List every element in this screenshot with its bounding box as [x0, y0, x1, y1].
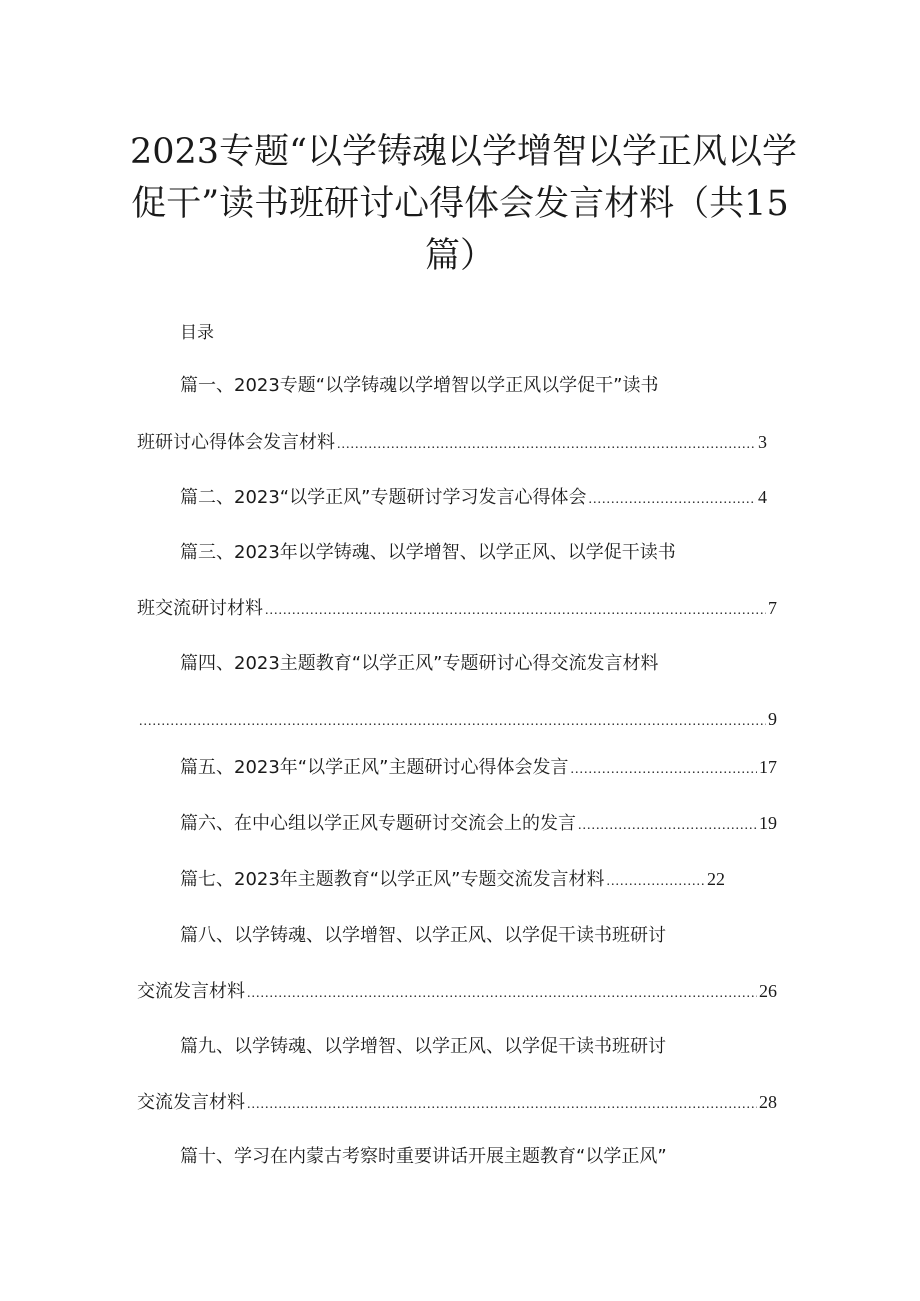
- toc-leader-dots: [265, 599, 766, 623]
- toc-leader-dots: [606, 870, 705, 894]
- toc-page-number: 4: [758, 487, 767, 507]
- toc-entry-text: 篇九、以学铸魂、以学增智、以学正风、以学促干读书班研讨: [180, 1036, 666, 1057]
- toc-entry-text: 篇二、2023“以学正风”专题研讨学习发言心得体会: [180, 487, 587, 508]
- toc-entry-1-cont[interactable]: [137, 430, 767, 454]
- toc-entry-text: 篇八、以学铸魂、以学增智、以学正风、以学促干读书班研讨: [180, 925, 666, 946]
- toc-entry-6[interactable]: [180, 811, 777, 835]
- toc-entry-8-title[interactable]: [180, 924, 666, 948]
- toc-page-number: 26: [759, 981, 777, 1001]
- toc-heading: 目录: [180, 323, 214, 343]
- toc-entry-4-cont[interactable]: [137, 707, 777, 731]
- toc-entry-text: 班研讨心得体会发言材料: [137, 432, 335, 453]
- toc-page-number: 19: [759, 813, 777, 833]
- title-line-3: 篇）: [424, 236, 495, 276]
- toc-entry-3-cont[interactable]: [137, 596, 777, 620]
- toc-entry-9-cont[interactable]: [137, 1090, 777, 1114]
- toc-entry-text: 篇四、2023主题教育“以学正风”专题研讨心得交流发言材料: [180, 653, 659, 674]
- toc-leader-dots: [139, 710, 766, 734]
- toc-entry-text: 交流发言材料: [137, 981, 245, 1002]
- toc-entry-text: 篇五、2023年“以学正风”主题研讨心得体会发言: [180, 757, 569, 778]
- toc-entry-4-title[interactable]: [180, 652, 658, 676]
- title-line-2: 促干”读书班研讨心得体会发言材料（共15: [131, 184, 789, 224]
- toc-leader-dots: [247, 1093, 757, 1117]
- toc-entry-7[interactable]: [180, 867, 725, 891]
- toc-page-number: 9: [768, 709, 777, 729]
- toc-entry-2[interactable]: [180, 485, 767, 509]
- toc-entry-text: 篇一、2023专题“以学铸魂以学增智以学正风以学促干”读书: [180, 375, 659, 396]
- toc-entry-text: 交流发言材料: [137, 1092, 245, 1113]
- toc-entry-1-title[interactable]: [180, 374, 658, 398]
- toc-leader-dots: [570, 758, 757, 782]
- toc-entry-9-title[interactable]: [180, 1035, 666, 1059]
- toc-leader-dots: [578, 814, 757, 838]
- toc-entry-5[interactable]: [180, 755, 777, 779]
- toc-page-number: 7: [768, 598, 777, 618]
- toc-page-number: 3: [758, 432, 767, 452]
- toc-entry-text: 班交流研讨材料: [137, 598, 263, 619]
- toc-leader-dots: [247, 982, 757, 1006]
- toc-leader-dots: [588, 488, 756, 512]
- toc-page-number: 22: [707, 869, 725, 889]
- toc-entry-10-title[interactable]: [180, 1145, 667, 1169]
- title-line-1: 2023专题“以学铸魂以学增智以学正风以学: [130, 132, 797, 172]
- toc-entry-text: 篇十、学习在内蒙古考察时重要讲话开展主题教育“以学正风”: [180, 1146, 667, 1167]
- toc-leader-dots: [337, 433, 756, 457]
- toc-entry-text: 篇七、2023年主题教育“以学正风”专题交流发言材料: [180, 869, 605, 890]
- toc-entry-8-cont[interactable]: [137, 979, 777, 1003]
- toc-entry-text: 篇三、2023年以学铸魂、以学增智、以学正风、以学促干读书: [180, 542, 676, 563]
- toc-page-number: 17: [759, 757, 777, 777]
- toc-page-number: 28: [759, 1092, 777, 1112]
- toc-entry-text: 篇六、在中心组以学正风专题研讨交流会上的发言: [180, 813, 576, 834]
- document-title: [130, 126, 797, 282]
- toc-entry-3-title[interactable]: [180, 541, 676, 565]
